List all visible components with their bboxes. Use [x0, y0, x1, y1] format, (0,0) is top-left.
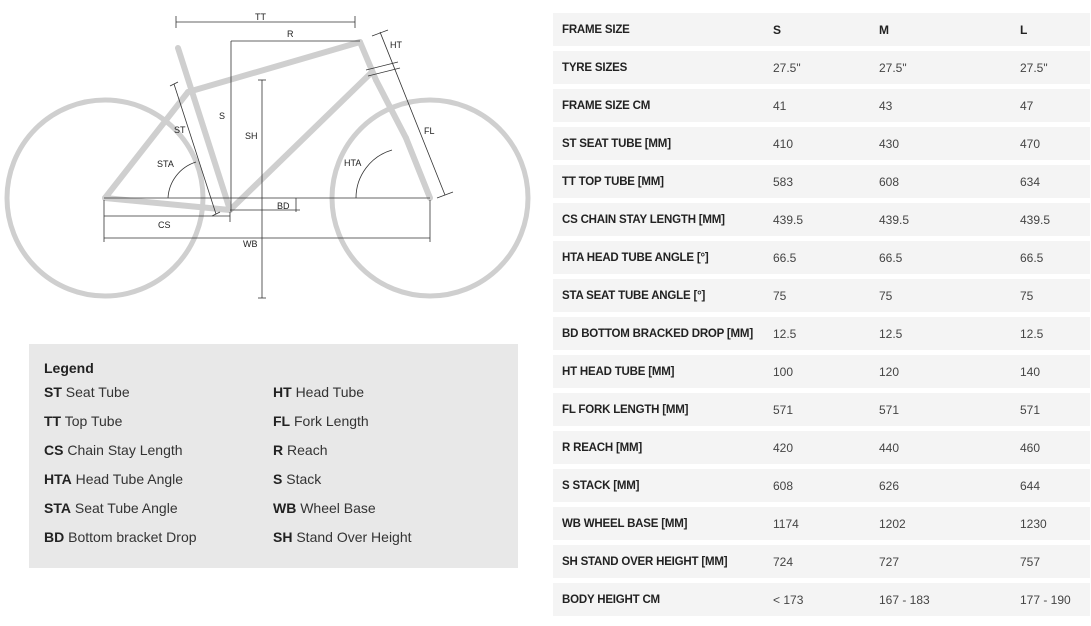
cell-m: 120 — [879, 355, 1020, 388]
table-row — [553, 393, 1090, 426]
cell-m: 66.5 — [879, 241, 1020, 274]
cell-m: 27.5" — [879, 51, 1020, 84]
row-label: CS CHAIN STAY LENGTH [MM] — [553, 203, 773, 236]
row-label: HTA HEAD TUBE ANGLE [°] — [553, 241, 773, 274]
row-label: BD BOTTOM BRACKED DROP [MM] — [553, 317, 773, 350]
cell-s: 27.5" — [773, 51, 879, 84]
table-row — [553, 469, 1090, 502]
legend-item — [273, 498, 502, 527]
legend-name: Chain Stay Length — [67, 442, 183, 458]
label-tt: TT — [255, 12, 266, 22]
cell-l: 634 — [1020, 165, 1090, 198]
row-label: SH STAND OVER HEIGHT [MM] — [553, 545, 773, 578]
label-s: S — [219, 111, 226, 121]
cell-m: 727 — [879, 545, 1020, 578]
cell-l: 47 — [1020, 89, 1090, 122]
cell-s: 100 — [773, 355, 879, 388]
cell-l: 439.5 — [1020, 203, 1090, 236]
legend-name: Stand Over Height — [296, 529, 412, 545]
cell-s: 439.5 — [773, 203, 879, 236]
legend-name: Seat Tube — [65, 384, 130, 400]
legend-abbr: HTA — [44, 471, 72, 487]
legend-title: Legend — [44, 360, 94, 376]
cell-s: 410 — [773, 127, 879, 160]
table-row — [553, 507, 1090, 540]
cell-l: 177 - 190 — [1020, 583, 1090, 616]
legend-item — [44, 440, 273, 469]
legend-name: Seat Tube Angle — [74, 500, 178, 516]
cell-m: 43 — [879, 89, 1020, 122]
geometry-spec-table — [553, 8, 1090, 621]
legend-name: Fork Length — [294, 413, 369, 429]
legend-column-left — [44, 382, 273, 556]
legend-name: Bottom bracket Drop — [68, 529, 197, 545]
cell-s: 1174 — [773, 507, 879, 540]
legend-name: Stack — [286, 471, 322, 487]
table-row — [553, 355, 1090, 388]
cell-l: 1230 — [1020, 507, 1090, 540]
bike-frame — [105, 42, 430, 210]
label-st: ST — [174, 125, 186, 135]
table-row — [553, 431, 1090, 464]
cell-l: 66.5 — [1020, 241, 1090, 274]
table-row — [553, 545, 1090, 578]
cell-l: 757 — [1020, 545, 1090, 578]
cell-m: 608 — [879, 165, 1020, 198]
table-row — [553, 241, 1090, 274]
row-label: HT HEAD TUBE [MM] — [553, 355, 773, 388]
legend-name: Reach — [287, 442, 328, 458]
cell-s: 608 — [773, 469, 879, 502]
cell-m: 571 — [879, 393, 1020, 426]
row-label: WB WHEEL BASE [MM] — [553, 507, 773, 540]
row-label: STA SEAT TUBE ANGLE [°] — [553, 279, 773, 312]
label-sh: SH — [245, 131, 258, 141]
cell-m: 167 - 183 — [879, 583, 1020, 616]
legend-abbr: STA — [44, 500, 71, 516]
table-row — [553, 51, 1090, 84]
legend-name: Head Tube Angle — [75, 471, 184, 487]
legend-name: Top Tube — [64, 413, 123, 429]
label-fl: FL — [424, 126, 435, 136]
legend-item — [273, 382, 502, 411]
cell-s: 12.5 — [773, 317, 879, 350]
cell-l: 460 — [1020, 431, 1090, 464]
row-label: R REACH [MM] — [553, 431, 773, 464]
label-wb: WB — [243, 239, 258, 249]
row-label: BODY HEIGHT CM — [553, 583, 773, 616]
cell-s: < 173 — [773, 583, 879, 616]
row-label: TT TOP TUBE [MM] — [553, 165, 773, 198]
cell-l: 644 — [1020, 469, 1090, 502]
cell-m: 430 — [879, 127, 1020, 160]
cell-m: 439.5 — [879, 203, 1020, 236]
label-cs: CS — [158, 220, 171, 230]
cell-m: 626 — [879, 469, 1020, 502]
cell-l: 75 — [1020, 279, 1090, 312]
label-sta: STA — [157, 159, 174, 169]
legend-abbr: WB — [273, 500, 297, 516]
table-row — [553, 127, 1090, 160]
legend-abbr: TT — [44, 413, 62, 429]
legend-abbr: SH — [273, 529, 293, 545]
table-row — [553, 279, 1090, 312]
label-ht: HT — [390, 40, 402, 50]
legend-item — [44, 527, 273, 556]
legend-item — [273, 440, 502, 469]
cell-l: 571 — [1020, 393, 1090, 426]
legend-item — [44, 411, 273, 440]
table-header-row — [553, 13, 1090, 46]
table-row — [553, 165, 1090, 198]
legend-abbr: BD — [44, 529, 65, 545]
header-cell: M — [879, 13, 1020, 46]
legend-item — [44, 382, 273, 411]
legend-item — [273, 469, 502, 498]
header-cell: L — [1020, 13, 1090, 46]
cell-l: 27.5" — [1020, 51, 1090, 84]
bike-geometry-diagram — [0, 0, 540, 330]
row-label: TYRE SIZES — [553, 51, 773, 84]
table-row — [553, 317, 1090, 350]
table-row — [553, 89, 1090, 122]
dimension-lines — [104, 16, 453, 298]
cell-l: 12.5 — [1020, 317, 1090, 350]
cell-m: 1202 — [879, 507, 1020, 540]
row-label: S STACK [MM] — [553, 469, 773, 502]
legend-abbr: R — [273, 442, 284, 458]
cell-s: 571 — [773, 393, 879, 426]
cell-m: 440 — [879, 431, 1020, 464]
label-bd: BD — [277, 201, 290, 211]
table-row — [553, 203, 1090, 236]
legend-item — [273, 411, 502, 440]
legend-name: Wheel Base — [300, 500, 376, 516]
header-cell: S — [773, 13, 879, 46]
row-label: FL FORK LENGTH [MM] — [553, 393, 773, 426]
table-row — [553, 583, 1090, 616]
label-hta: HTA — [344, 158, 362, 168]
legend-column-right — [273, 382, 502, 556]
legend-abbr: FL — [273, 413, 291, 429]
legend-abbr: ST — [44, 384, 62, 400]
cell-l: 140 — [1020, 355, 1090, 388]
cell-s: 583 — [773, 165, 879, 198]
legend-panel — [29, 344, 518, 568]
row-label: ST SEAT TUBE [MM] — [553, 127, 773, 160]
header-cell: FRAME SIZE — [553, 13, 773, 46]
legend-abbr: CS — [44, 442, 64, 458]
row-label: FRAME SIZE CM — [553, 89, 773, 122]
legend-name: Head Tube — [295, 384, 365, 400]
cell-m: 75 — [879, 279, 1020, 312]
cell-s: 75 — [773, 279, 879, 312]
legend-item — [44, 498, 273, 527]
cell-m: 12.5 — [879, 317, 1020, 350]
legend-abbr: HT — [273, 384, 292, 400]
cell-l: 470 — [1020, 127, 1090, 160]
cell-s: 41 — [773, 89, 879, 122]
cell-s: 724 — [773, 545, 879, 578]
legend-item — [44, 469, 273, 498]
cell-s: 66.5 — [773, 241, 879, 274]
cell-s: 420 — [773, 431, 879, 464]
legend-abbr: S — [273, 471, 283, 487]
legend-item — [273, 527, 502, 556]
label-r: R — [287, 29, 294, 39]
